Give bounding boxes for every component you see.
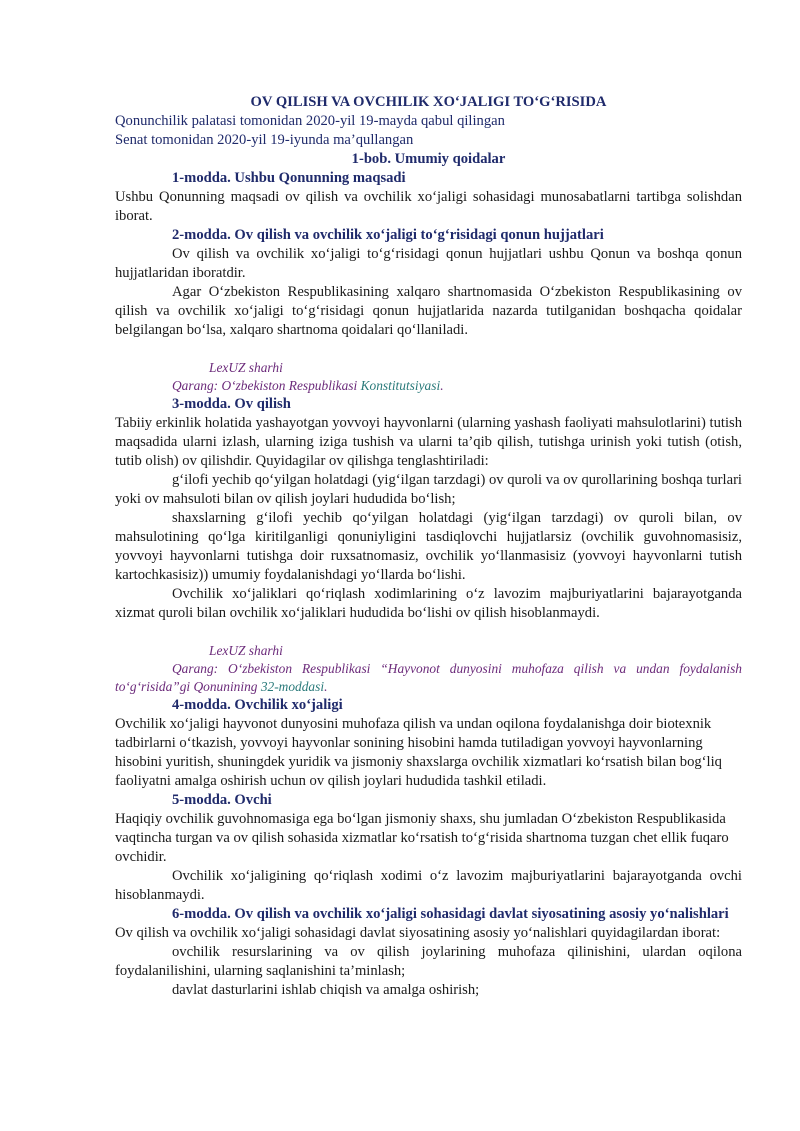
comment-ref-text: Qarang: O‘zbekiston Respublikasi “Hayvonot dunyosini muhofaza qilish va undan foydalanish to‘g‘risida”gi Qonunining (115, 661, 742, 694)
article-3-item: g‘ilofi yechib qo‘yilgan holatdagi (yig‘ilgan tarzdagi) ov quroli va ov qurollarining boshqa turlari yoki ov mahsuloti bilan ov qilish joylari hududida bo‘lish; (115, 472, 742, 507)
approved-line: Senat tomonidan 2020-yil 19-iyunda ma’qullangan (115, 132, 414, 148)
article-2-paragraph: Agar O‘zbekiston Respublikasining xalqaro shartnomasida O‘zbekiston Respublikasining ov qilish va ovchilik xo‘jaligi to‘g‘risidagi qonun hujjatlarida nazarda tutilganidan boshqacha qoidalar belgilangan bo‘lsa, xalqaro shartnoma qoidalari qo‘llaniladi. (115, 284, 742, 338)
constitution-link[interactable]: Konstitutsiyasi (360, 378, 441, 393)
document-title: OV QILISH VA OVCHILIK XO‘JALIGI TO‘G‘RISIDA (250, 94, 607, 110)
article-5-heading: 5-modda. Ovchi (172, 792, 272, 808)
article-3-item: shaxslarning g‘ilofi yechib qo‘yilgan holatdagi (yig‘ilgan tarzdagi) ov quroli bilan, ov mahsulotining qo‘lga kiritilganligi qonuniyligini tasdiqlovchi hujjatlarsiz (ovchilik guvohnomasisiz, yovvoyi hayvonlarni tutishga doir ruxsatnomasiz, ovchilik yo‘llanmasisiz (yovvoyi hayvonlarni tutish kartochkasisiz)) umumiy foydalanishdagi yo‘llarda bo‘lishi. (115, 510, 742, 583)
comment-title: LexUZ sharhi (209, 643, 283, 658)
lexuz-comment (115, 642, 742, 696)
comment-ref-text: Qarang: O‘zbekiston Respublikasi (172, 378, 361, 393)
article-6-item: ovchilik resurslarining va ov qilish joylarining muhofaza qilinishini, ulardan oqilona foydalanilishini, ularning saqlanishini ta’minlash; (115, 944, 742, 979)
comment-reference (115, 660, 742, 696)
article-2-heading: 2-modda. Ov qilish va ovchilik xo‘jaligi to‘g‘risidagi qonun hujjatlari (172, 227, 604, 243)
article-5-paragraph: Haqiqiy ovchilik guvohnomasiga ega bo‘lgan jismoniy shaxs, shu jumladan O‘zbekiston Respublikasida vaqtincha turgan va ov qilish sohasida xizmatlar ko‘rsatish to‘g‘risida shartnoma tuzgan chet ellik fuqaro ovchidir. (115, 811, 729, 865)
article-3-intro: Tabiiy erkinlik holatida yashayotgan yovvoyi hayvonlarni (ularning yashash faoliyati mahsulotlarini) tutish maqsadida ularni izlash, ularning iziga tushish va ularni ta’qib qilish, tutishga urinish yoki tutish (otish, tutib olish) ov qilishdir. Quyidagilar ov qilishga tenglashtiriladi: (115, 415, 742, 469)
article-4-heading: 4-modda. Ovchilik xo‘jaligi (172, 697, 343, 713)
chapter-heading: 1-bob. Umumiy qoidalar (351, 151, 506, 167)
comment-reference (115, 377, 742, 395)
article-1-heading: 1-modda. Ushbu Qonunning maqsadi (172, 170, 406, 186)
article-1-paragraph: Ushbu Qonunning maqsadi ov qilish va ovchilik xo‘jaligi sohasidagi munosabatlarni tartibga solishdan iborat. (115, 189, 742, 224)
article-2-paragraph: Ov qilish va ovchilik xo‘jaligi to‘g‘risidagi qonun hujjatlari ushbu Qonun va boshqa qonun hujjatlaridan iboratdir. (115, 246, 742, 281)
article-6-item: davlat dasturlarini ishlab chiqish va amalga oshirish; (172, 982, 480, 998)
article-5-paragraph: Ovchilik xo‘jaligining qo‘riqlash xodimi o‘z lavozim majburiyatlarini bajarayotganda ovchi hisoblanmaydi. (115, 868, 742, 903)
article-6-heading: 6-modda. Ov qilish va ovchilik xo‘jaligi sohasidagi davlat siyosatining asosiy yo‘nalishlari (172, 906, 729, 922)
lexuz-comment (115, 359, 742, 395)
adopted-line: Qonunchilik palatasi tomonidan 2020-yil 19-mayda qabul qilingan (115, 113, 505, 129)
article-6-intro: Ov qilish va ovchilik xo‘jaligi sohasidagi davlat siyosatining asosiy yo‘nalishlari quyidagilardan iborat: (115, 925, 721, 941)
comment-ref-suffix: . (324, 679, 328, 694)
comment-ref-suffix: . (440, 378, 444, 393)
comment-title: LexUZ sharhi (209, 360, 283, 375)
document-page (115, 93, 742, 1000)
article-3-heading: 3-modda. Ov qilish (172, 396, 291, 412)
article-4-paragraph: Ovchilik xo‘jaligi hayvonot dunyosini muhofaza qilish va undan oqilona foydalanishga doir biotexnik tadbirlarni o‘tkazish, yovvoyi hayvonlar sonining hisobini hamda tutiladigan yovvoyi hayvonlarning hisobini yuritish, shuningdek yuridik va jismoniy shaxslarga ovchilik xizmatlari ko‘rsatish bilan bog‘liq faoliyatni amalga oshirish uchun ov qilish joylari hududida tashkil etiladi. (115, 716, 722, 789)
article-32-link[interactable]: 32-moddasi (260, 679, 325, 694)
article-3-closing: Ovchilik xo‘jaliklari qo‘riqlash xodimlarining o‘z lavozim majburiyatlarini bajarayotganda xizmat quroli bilan ovchilik xo‘jaliklari hududida bo‘lishi ov qilish hisoblanmaydi. (115, 586, 742, 621)
